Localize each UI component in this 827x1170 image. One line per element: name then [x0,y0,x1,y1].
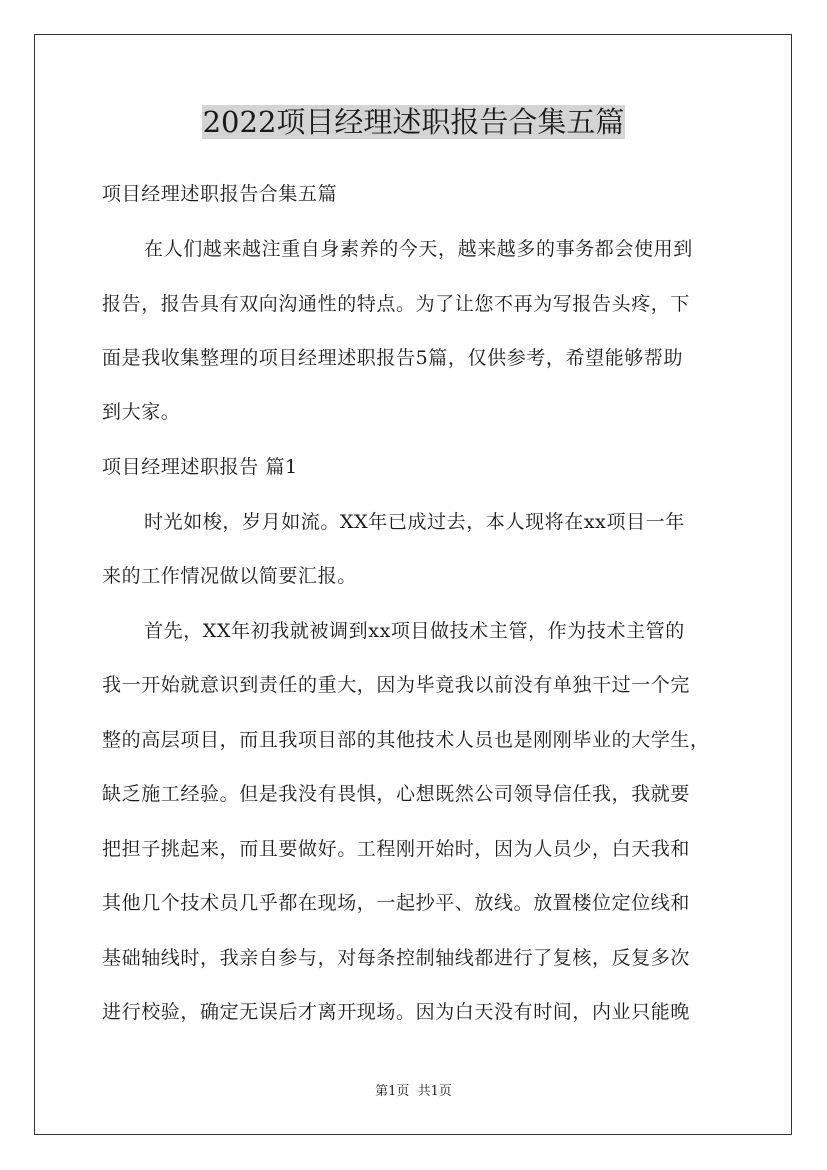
paragraph-line: 首先，XX年初我就被调到xx项目做技术主管，作为技术主管的 [144,620,685,642]
document-title-text: 2022项目经理述职报告合集五篇 [202,105,625,139]
paragraph-line: 其他几个技术员几乎都在现场，一起抄平、放线。放置楼位定位线和 [102,892,691,914]
paragraph-line: 时光如梭，岁月如流。XX年已成过去，本人现将在xx项目一年 [144,511,685,533]
paragraph-line: 缺乏施工经验。但是我没有畏惧，心想既然公司领导信任我，我就要 [102,783,691,805]
document-subtitle: 项目经理述职报告合集五篇 [102,183,338,205]
intro-line: 面是我收集整理的项目经理述职报告5篇，仅供参考，希望能够帮助 [102,347,684,369]
paragraph-line: 整的高层项目，而且我项目部的其他技术人员也是刚刚毕业的大学生， [102,729,710,751]
page-total: 共1页 [417,1084,452,1099]
page-footer [0,1083,827,1101]
paragraph-line: 基础轴线时，我亲自参与，对每条控制轴线都进行了复核，反复多次 [102,947,691,969]
paragraph-line: 进行校验，确定无误后才离开现场。因为白天没有时间，内业只能晚 [102,1001,691,1023]
page-number: 第1页 [375,1084,410,1099]
intro-line: 在人们越来越注重自身素养的今天，越来越多的事务都会使用到 [144,238,693,260]
intro-line: 报告，报告具有双向沟通性的特点。为了让您不再为写报告头疼，下 [102,293,691,315]
paragraph-line: 把担子挑起来，而且要做好。工程刚开始时，因为人员少，白天我和 [102,838,691,860]
paragraph-line: 我一开始就意识到责任的重大，因为毕竟我以前没有单独干过一个完 [102,674,691,696]
intro-line: 到大家。 [102,401,181,423]
section-heading: 项目经理述职报告 篇1 [102,456,298,478]
document-title [0,102,827,142]
paragraph-line: 来的工作情况做以简要汇报。 [102,565,357,587]
